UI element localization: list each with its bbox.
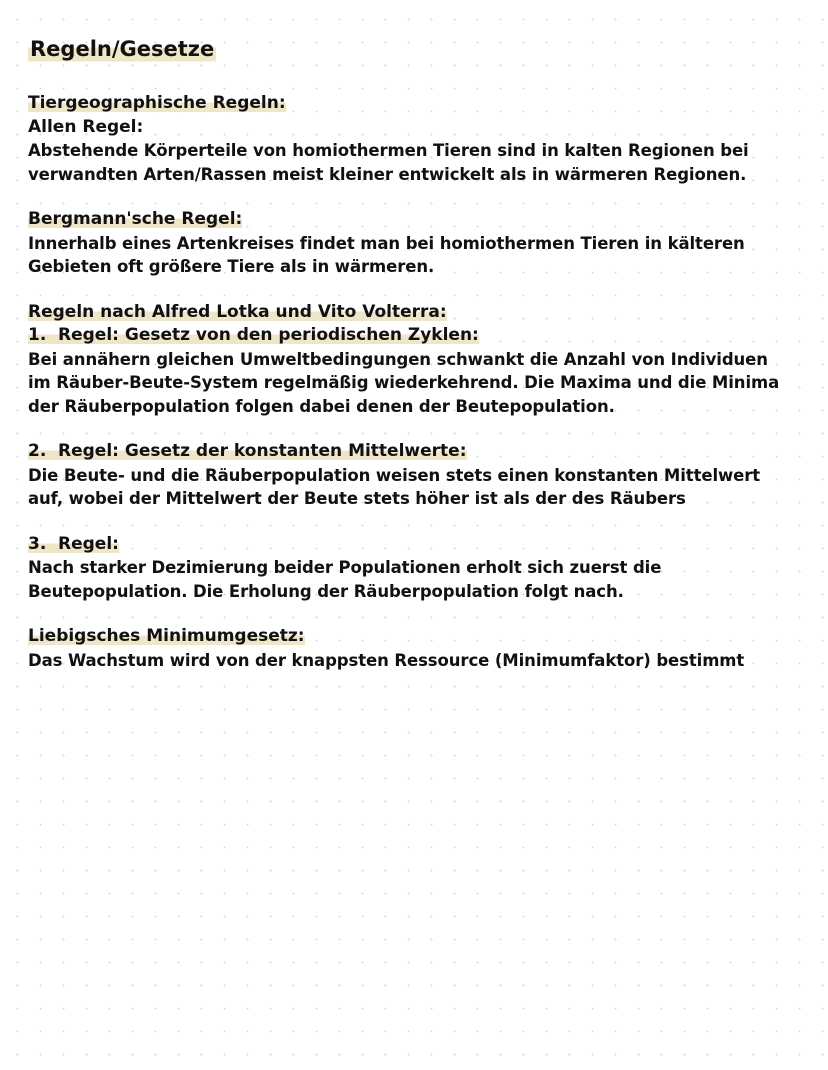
page-title: Regeln/Gesetze bbox=[28, 34, 216, 64]
rule-1-text: Bei annähern gleichen Umweltbedingungen schwankt die Anzahl von Individuen im Räuber-Beute-System regelmäßig wiederkehrend. Die Maxima und die Minima der Räuberpopulation folgen dabei denen der Beutepopulation. bbox=[28, 349, 780, 416]
rule-1-heading-line bbox=[28, 324, 788, 348]
section-bergmann bbox=[28, 208, 788, 279]
heading-lotka-volterra: Regeln nach Alfred Lotka und Vito Volterra: bbox=[28, 301, 447, 322]
rule-1-heading-text: Regel: Gesetz von den periodischen Zyklen: bbox=[58, 325, 479, 345]
heading-bergmann: Bergmann'sche Regel: bbox=[28, 209, 243, 229]
allen-regel-text: Abstehende Körperteile von homiothermen Tieren sind in kalten Regionen bei verwandten Arten/Rassen meist kleiner entwickelt als in wärmeren Regionen. bbox=[28, 141, 749, 184]
section-rule-3 bbox=[28, 533, 788, 604]
section-tiergeographische-regeln bbox=[28, 92, 788, 186]
heading-allen-regel: Allen Regel: bbox=[28, 116, 144, 137]
rule-2-heading bbox=[28, 441, 467, 461]
heading-tiergeographische-regeln: Tiergeographische Regeln: bbox=[28, 93, 286, 113]
rule-3-number: 3. bbox=[28, 533, 47, 554]
rule-3-heading bbox=[28, 534, 119, 554]
heading-liebig: Liebigsches Minimumgesetz: bbox=[28, 626, 305, 646]
rule-2-number: 2. bbox=[28, 441, 47, 461]
rule-2-text: Die Beute- und die Räuberpopulation weisen stets einen konstanten Mittelwert auf, wobei der Mittelwert der Beute stets höher ist als der des Räubers bbox=[28, 465, 761, 508]
rule-3-heading-text: Regel: bbox=[58, 533, 119, 554]
rule-1-heading bbox=[28, 325, 479, 345]
section-liebig bbox=[28, 625, 788, 672]
bergmann-text: Innerhalb eines Artenkreises findet man bei homiothermen Tieren in kälteren Gebieten oft größere Tiere als in wärmeren. bbox=[28, 233, 745, 276]
rule-2-heading-text: Regel: Gesetz der konstanten Mittelwerte: bbox=[58, 441, 467, 461]
section-lotka-volterra bbox=[28, 301, 788, 419]
rule-1-number: 1. bbox=[28, 325, 47, 345]
liebig-text: Das Wachstum wird von der knappsten Ressource (Minimumfaktor) bestimmt bbox=[28, 650, 745, 670]
rule-3-text: Nach starker Dezimierung beider Populationen erholt sich zuerst die Beutepopulation. Die Erholung der Räuberpopulation folgt nach. bbox=[28, 558, 662, 601]
section-rule-2 bbox=[28, 440, 788, 511]
